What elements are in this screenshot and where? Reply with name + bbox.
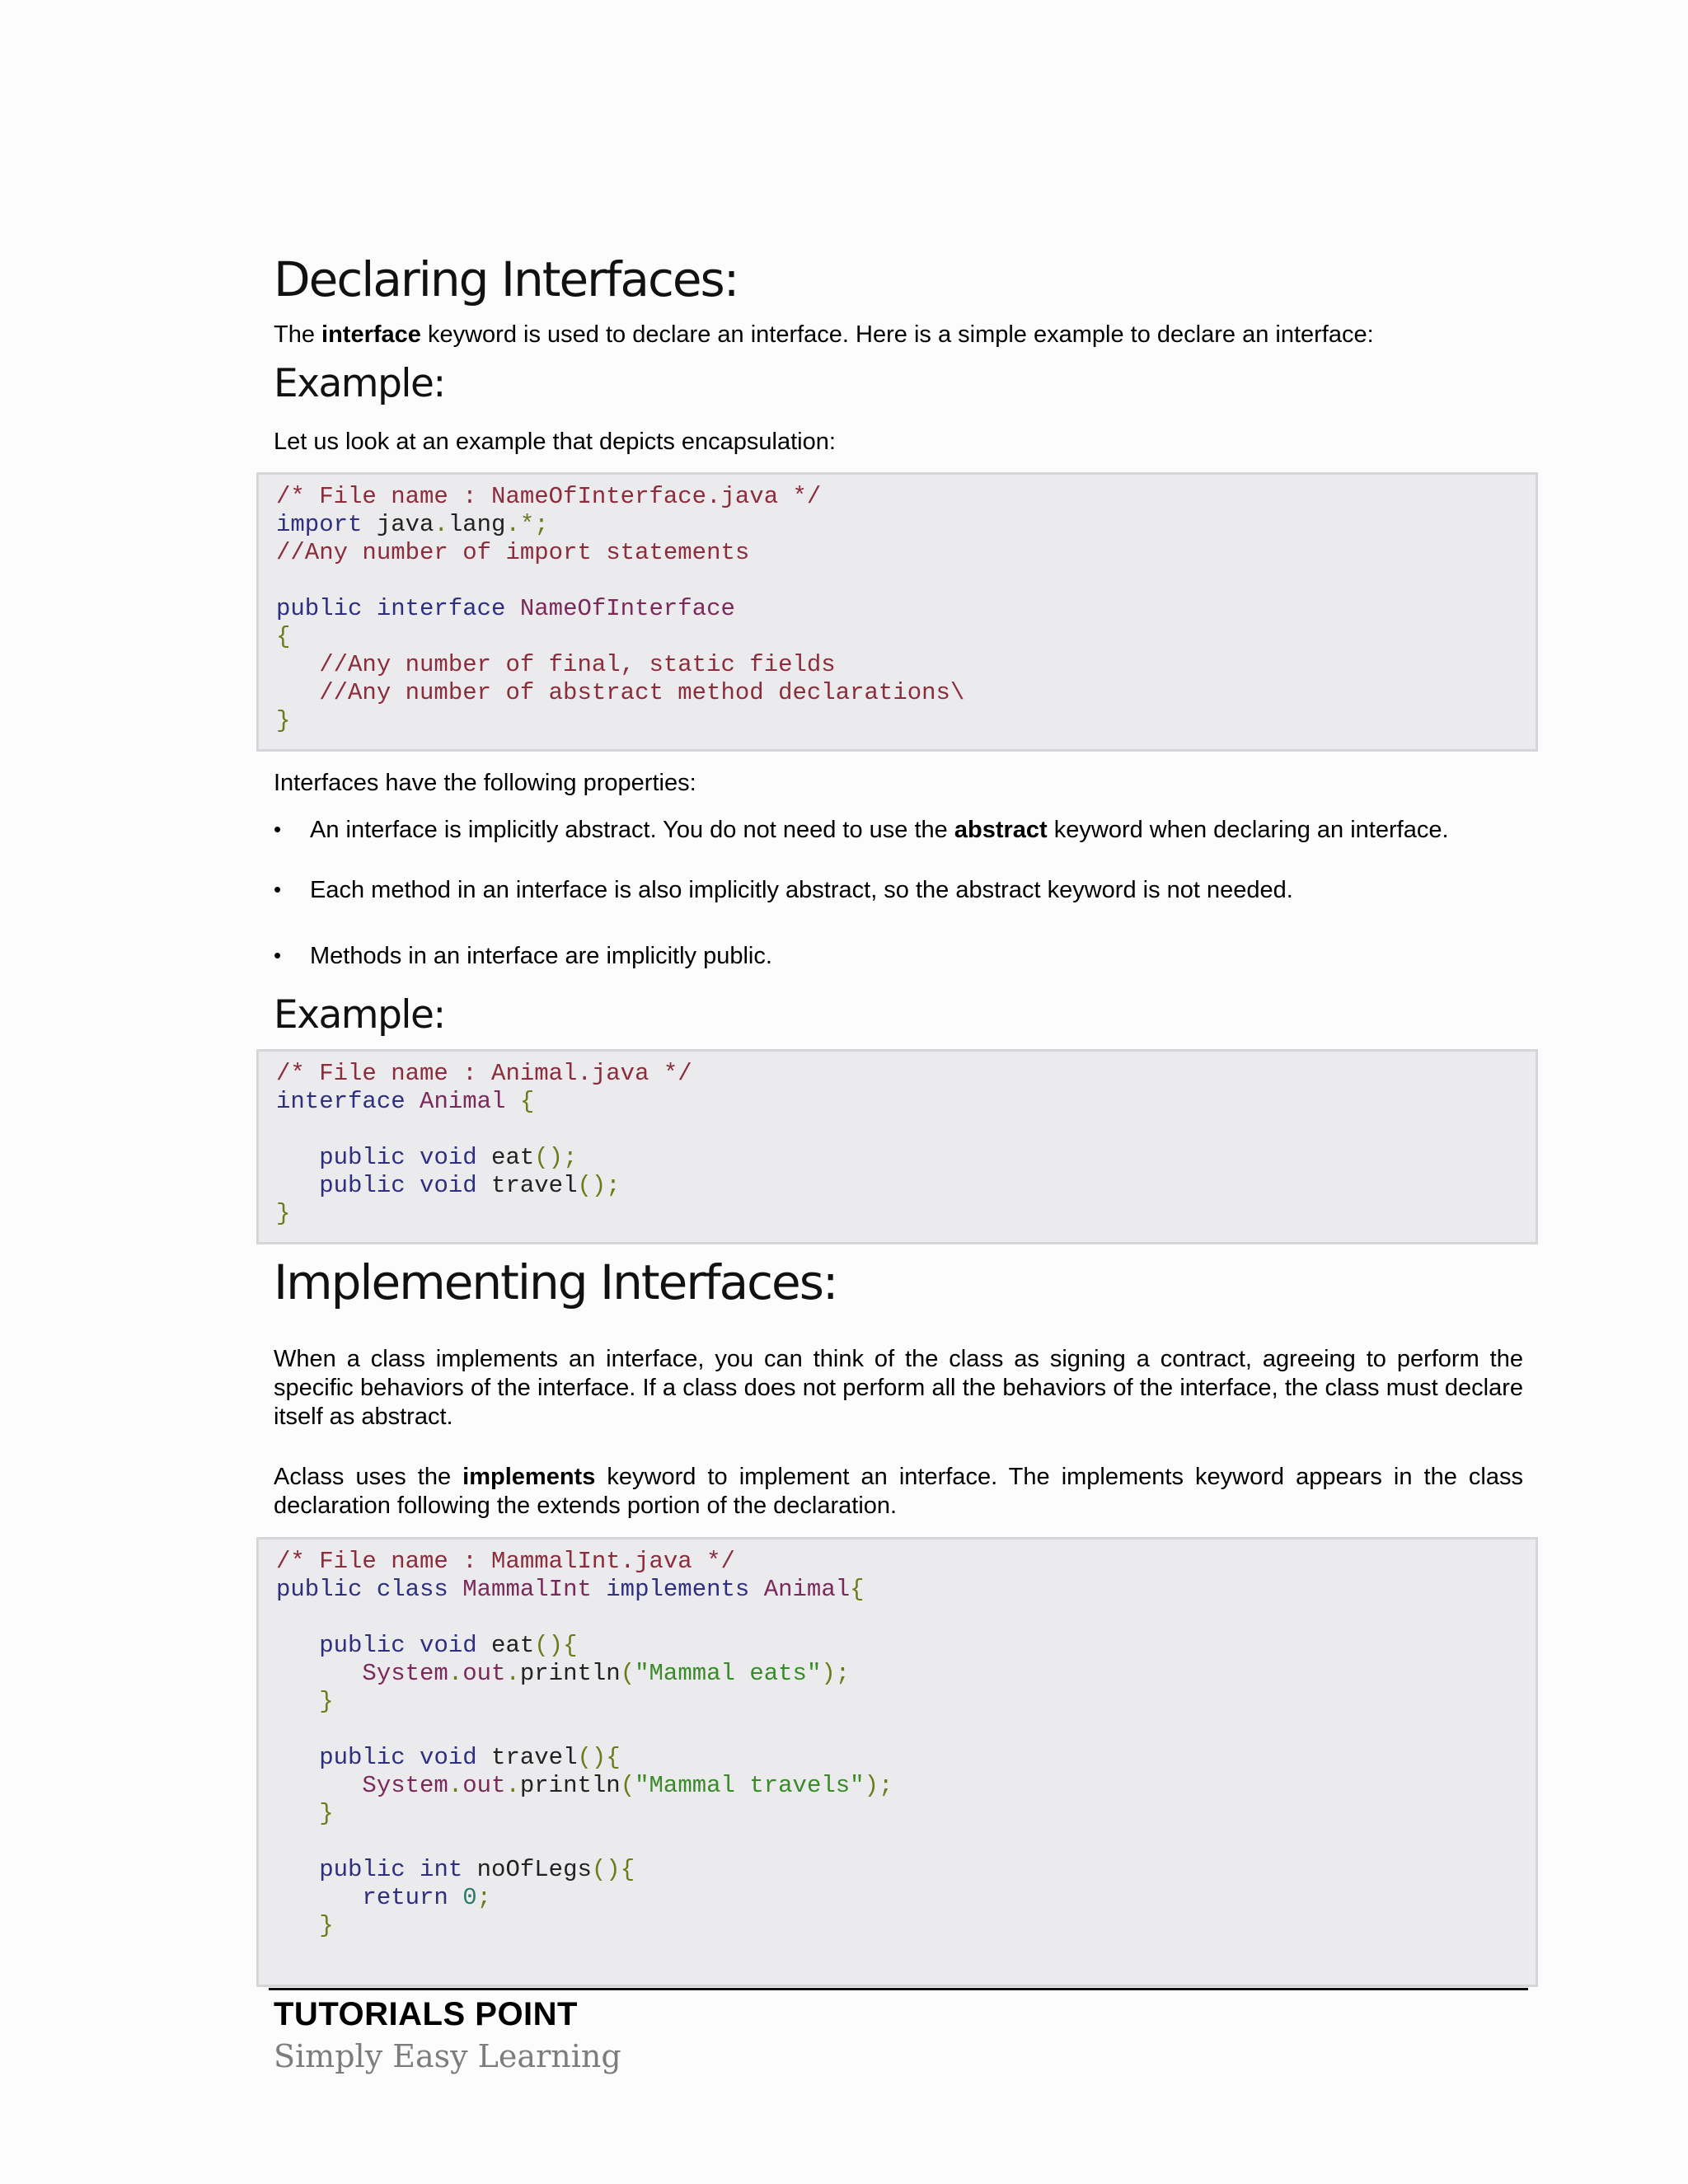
code-line — [276, 1116, 1536, 1144]
code-line — [276, 1604, 1536, 1632]
code-line — [276, 679, 1536, 707]
code-token: public void — [319, 1144, 477, 1171]
code-line — [276, 1688, 1536, 1716]
code-token: eat — [476, 1144, 535, 1171]
code-token: noOfLegs — [462, 1856, 592, 1883]
code-token — [276, 1772, 362, 1799]
code-block-name-of-interface — [256, 472, 1538, 752]
code-token: { — [276, 623, 291, 650]
code-token — [276, 1172, 319, 1199]
code-token: public void — [319, 1172, 477, 1199]
code-line — [276, 567, 1536, 595]
bullet-icon: • — [274, 817, 282, 841]
bullet-1-pre: An interface is implicitly abstract. You do not need to use the — [310, 817, 954, 843]
code-token: public void — [319, 1744, 477, 1771]
code-token: travel — [476, 1172, 578, 1199]
code-token: } — [319, 1912, 334, 1939]
code-token: . — [448, 1772, 463, 1799]
code-token: . — [505, 1772, 520, 1799]
code-token: ); — [864, 1772, 893, 1799]
code-token: { — [850, 1576, 865, 1603]
code-token — [276, 1144, 319, 1171]
bullet-3-text: Methods in an interface are implicitly public. — [310, 943, 772, 969]
code-token: return — [362, 1884, 448, 1911]
code-line — [276, 1060, 1536, 1088]
code-token: /* File name : NameOfInterface.java */ — [276, 483, 822, 510]
code-token: public interface — [276, 595, 506, 622]
code-token: public void — [319, 1632, 477, 1659]
code-token — [276, 1856, 319, 1883]
code-token: } — [276, 1200, 291, 1227]
code-line — [276, 1884, 1536, 1912]
code-line — [276, 707, 1536, 735]
intro-post: keyword is used to declare an interface. Here is a simple example to declare an interface: — [420, 321, 1374, 348]
code-token: //Any number of abstract method declarations\ — [276, 679, 965, 706]
code-token: (){ — [534, 1632, 578, 1659]
code-token: travel — [476, 1744, 578, 1771]
code-token: (); — [534, 1144, 578, 1171]
para2-keyword: implements — [462, 1464, 596, 1490]
code-line — [276, 539, 1536, 567]
footer-brand: TUTORIALS POINT — [274, 1996, 578, 2032]
code-line — [276, 1800, 1536, 1828]
bullet-1-keyword: abstract — [954, 817, 1048, 843]
code-token — [276, 1912, 319, 1939]
code-line — [276, 1144, 1536, 1172]
code-token: } — [276, 707, 291, 734]
code-line — [276, 595, 1536, 623]
code-line — [276, 1576, 1536, 1604]
code-token: System — [362, 1772, 448, 1799]
code-token — [276, 1688, 319, 1715]
example-intro: Let us look at an example that depicts encapsulation: — [274, 429, 836, 455]
bullet-1-post: keyword when declaring an interface. — [1047, 817, 1449, 843]
code-token: public class — [276, 1576, 448, 1603]
code-block-animal — [256, 1049, 1538, 1244]
code-token: //Any number of final, static fields — [276, 651, 836, 678]
code-token: java — [362, 511, 434, 538]
code-line — [276, 1632, 1536, 1660]
code-line — [276, 1828, 1536, 1856]
code-token: interface — [276, 1088, 406, 1115]
code-token: (); — [577, 1172, 621, 1199]
code-token: ( — [620, 1772, 635, 1799]
code-token: (){ — [577, 1744, 621, 1771]
bullet-icon: • — [274, 943, 282, 968]
para2-pre: Aclass uses the — [274, 1464, 463, 1490]
code-token — [276, 1660, 362, 1687]
code-token: ); — [821, 1660, 851, 1687]
code-token: "Mammal eats" — [635, 1660, 822, 1687]
code-token: ( — [620, 1660, 635, 1687]
code-line — [276, 651, 1536, 679]
code-line — [276, 623, 1536, 651]
example-heading-2: Example: — [274, 992, 445, 1038]
code-line — [276, 1772, 1536, 1800]
code-line — [276, 1744, 1536, 1772]
code-token: println — [519, 1660, 621, 1687]
code-token: .*; — [505, 511, 549, 538]
code-line — [276, 1172, 1536, 1200]
code-token: import — [276, 511, 363, 538]
code-line — [276, 1660, 1536, 1688]
code-line — [276, 1856, 1536, 1884]
bullet-2-text: Each method in an interface is also implicitly abstract, so the abstract keyword is not needed. — [310, 877, 1293, 903]
implementing-paragraph-1: When a class implements an interface, you can think of the class as signing a contract, agreeing to perform the specific behaviors of the interface. If a class does not perform all the behaviors of the interface, the class must declare itself as abstract. — [274, 1346, 1523, 1430]
footer-tagline: Simply Easy Learning — [274, 2038, 621, 2074]
code-line — [276, 1200, 1536, 1228]
code-line — [276, 1716, 1536, 1744]
code-token: . — [448, 1660, 463, 1687]
implementing-paragraph-2 — [274, 1463, 1523, 1521]
code-token: . — [505, 1660, 520, 1687]
code-token: Animal — [749, 1576, 851, 1603]
heading-implementing-interfaces: Implementing Interfaces: — [274, 1254, 837, 1310]
code-token: implements — [591, 1576, 750, 1603]
code-token — [276, 1884, 362, 1911]
code-token: Animal — [405, 1088, 506, 1115]
code-line — [276, 1088, 1536, 1116]
code-token: NameOfInterface — [505, 595, 735, 622]
code-token — [276, 1744, 319, 1771]
para2-post: keyword to implement an interface. The implements keyword appears in the class declaration following the extends portion of the declaration. — [274, 1464, 1523, 1519]
code-token — [276, 1632, 319, 1659]
code-line — [276, 511, 1536, 539]
code-line — [276, 1912, 1536, 1940]
example-heading-1: Example: — [274, 361, 445, 406]
code-token: . — [434, 511, 448, 538]
code-token: } — [319, 1800, 334, 1827]
footer-rule — [269, 1988, 1528, 1990]
intro-keyword: interface — [321, 321, 421, 348]
code-token: public int — [319, 1856, 463, 1883]
intro-pre: The — [274, 321, 322, 348]
code-line — [276, 1548, 1536, 1576]
code-token: } — [319, 1688, 334, 1715]
bullet-icon: • — [274, 877, 282, 902]
code-token: 0 — [448, 1884, 477, 1911]
code-token: ; — [476, 1884, 492, 1911]
code-token: //Any number of import statements — [276, 539, 750, 566]
code-token: println — [519, 1772, 621, 1799]
code-token: eat — [476, 1632, 535, 1659]
code-line — [276, 483, 1536, 511]
intro-paragraph — [274, 321, 1523, 349]
code-token: "Mammal travels" — [635, 1772, 865, 1799]
code-block-mammal-int — [256, 1537, 1538, 1987]
code-token: out — [462, 1772, 506, 1799]
code-token: System — [362, 1660, 448, 1687]
properties-intro: Interfaces have the following properties: — [274, 770, 696, 796]
code-token: lang — [448, 511, 506, 538]
heading-declaring-interfaces: Declaring Interfaces: — [274, 251, 738, 307]
code-token: { — [505, 1088, 535, 1115]
code-token: out — [462, 1660, 506, 1687]
code-token — [276, 1800, 319, 1827]
code-token: /* File name : MammalInt.java */ — [276, 1548, 735, 1575]
code-token: MammalInt — [448, 1576, 592, 1603]
code-token: (){ — [591, 1856, 635, 1883]
code-token: /* File name : Animal.java */ — [276, 1060, 692, 1087]
